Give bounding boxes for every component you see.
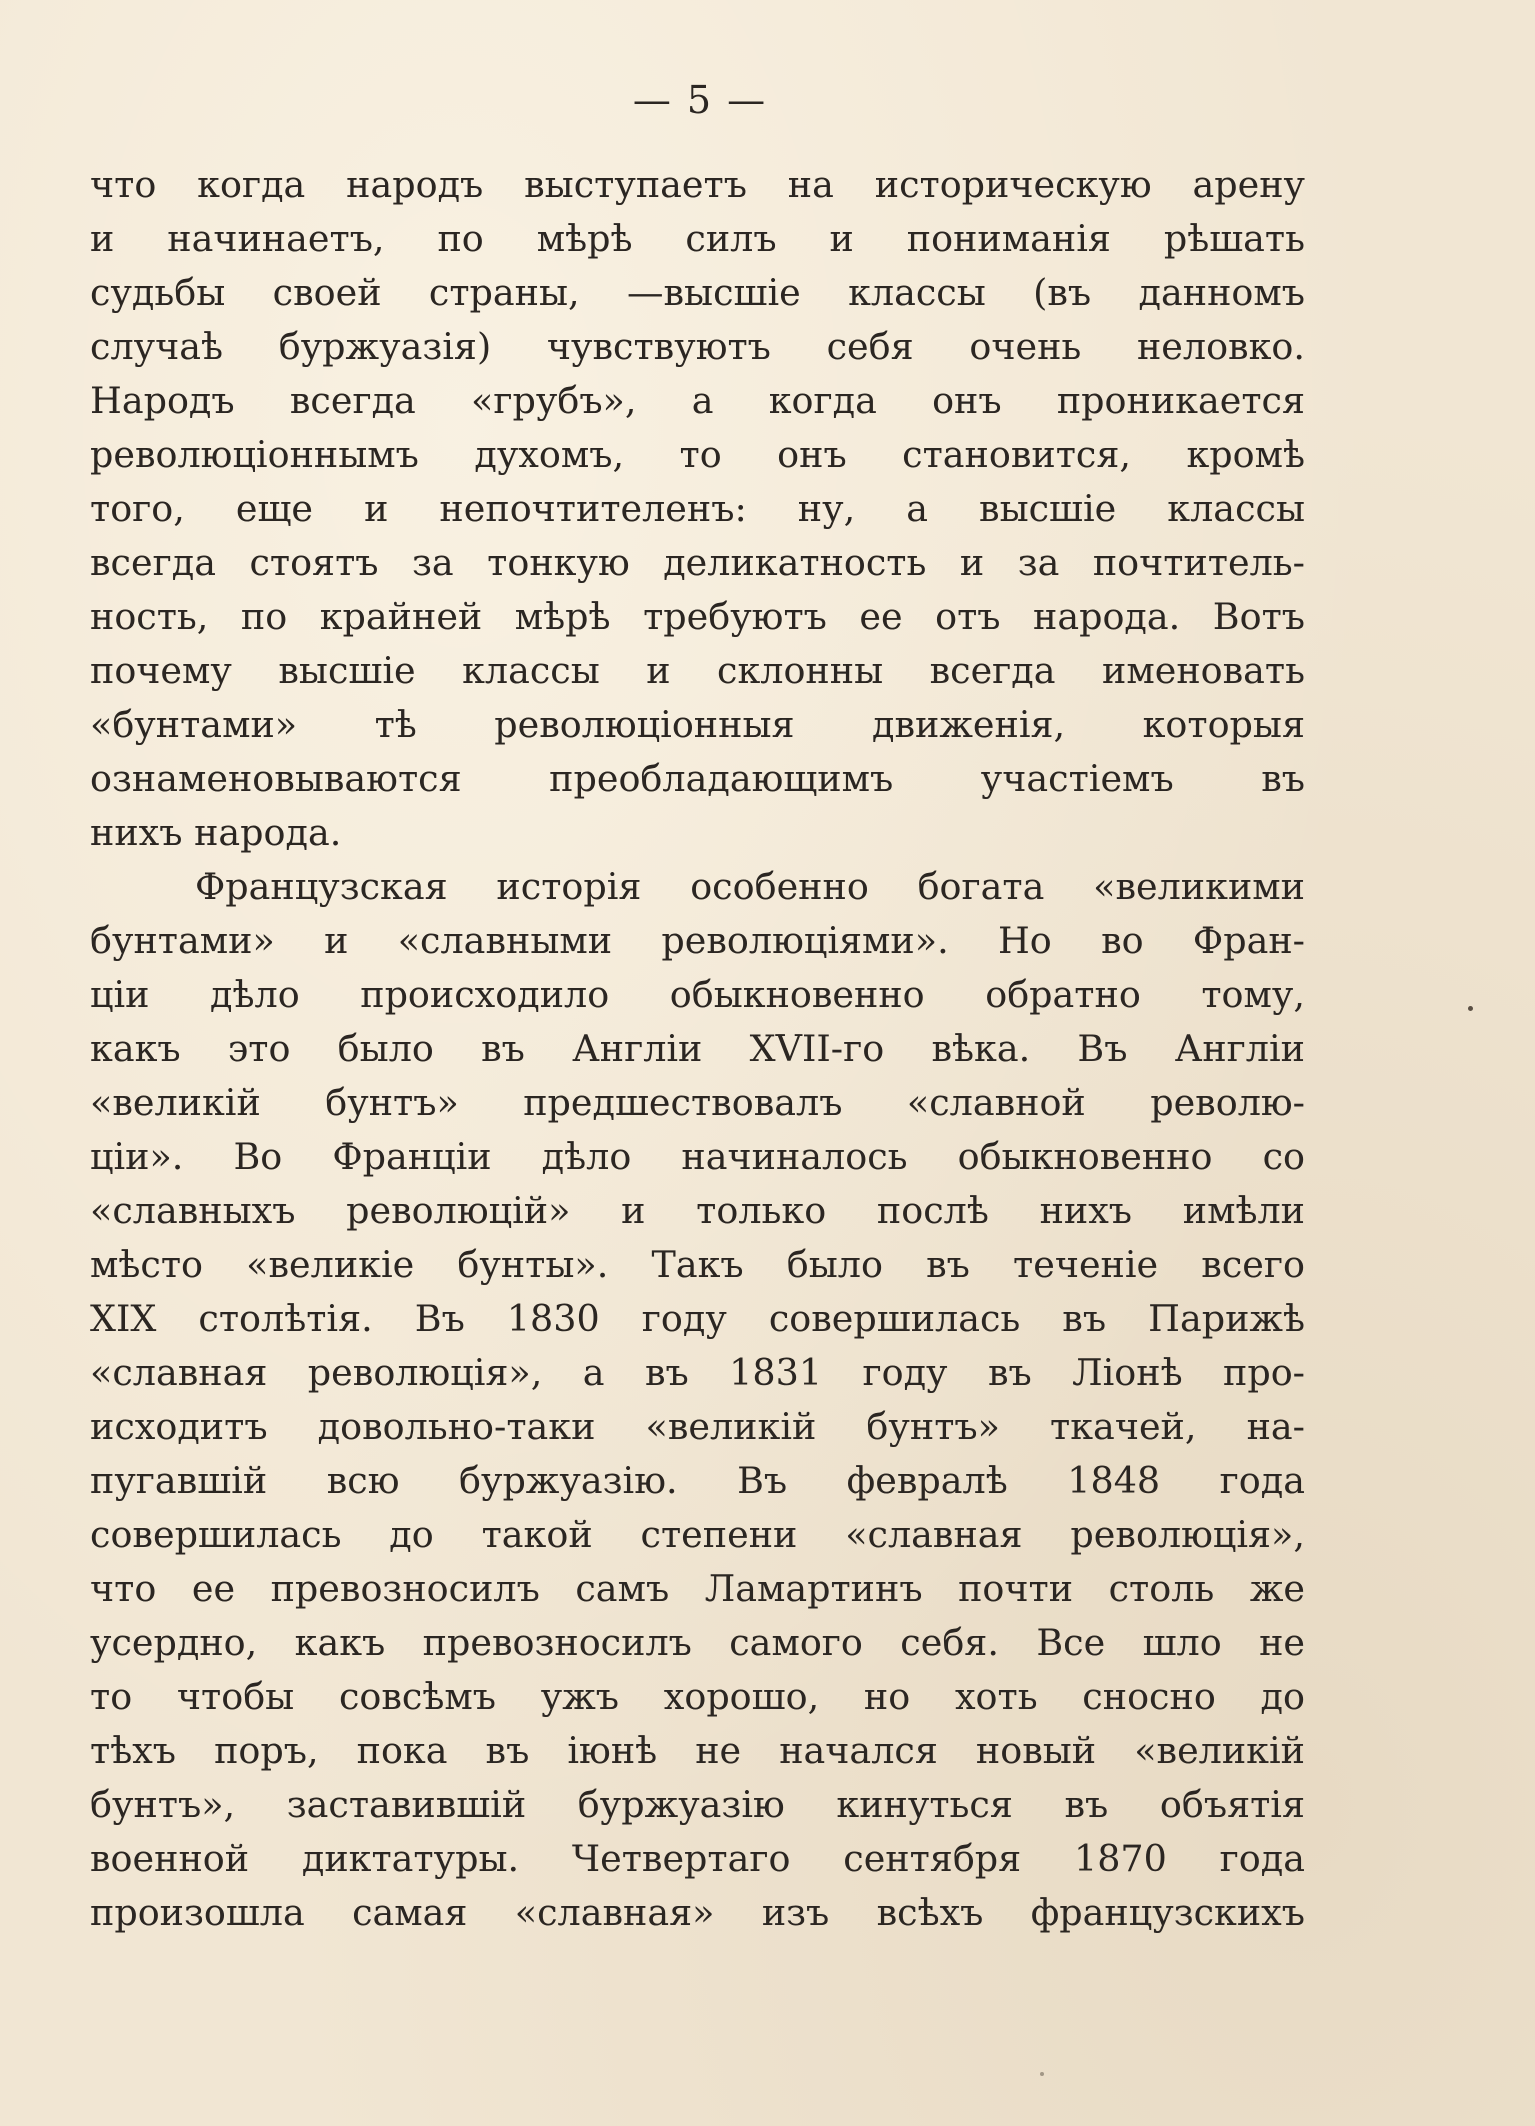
text-line: ціи». Во Франціи дѣло начиналось обыкновенно со (90, 1135, 1305, 1178)
text-line: усердно, какъ превозносилъ самого себя. Все шло не (90, 1621, 1305, 1664)
text-line: то чтобы совсѣмъ ужъ хорошо, но хоть сносно до (90, 1675, 1305, 1718)
text-line: «славныхъ революцій» и только послѣ нихъ имѣли (90, 1189, 1305, 1232)
text-line: какъ это было въ Англіи XVII-го вѣка. Въ Англіи (90, 1027, 1305, 1070)
text-line: мѣсто «великіе бунты». Такъ было въ теченіе всего (90, 1243, 1305, 1286)
text-line: что когда народъ выступаетъ на историческую арену (90, 163, 1305, 206)
text-line: военной диктатуры. Четвертаго сентября 1870 года (90, 1837, 1305, 1880)
page-number: — 5 — (632, 78, 768, 122)
text-line: почему высшіе классы и склонны всегда именовать (90, 649, 1305, 692)
text-line: нихъ народа. (90, 811, 342, 854)
text-line: революціоннымъ духомъ, то онъ становится, кромѣ (90, 433, 1305, 476)
text-line: бунтами» и «славными революціями». Но во Фран- (90, 919, 1305, 962)
text-line: судьбы своей страны, —высшіе классы (въ данномъ (90, 271, 1305, 314)
text-line: Французская исторія особенно богата «великими (195, 865, 1305, 908)
text-line: ціи дѣло происходило обыкновенно обратно тому, (90, 973, 1305, 1016)
text-line: «великій бунтъ» предшествовалъ «славной револю- (90, 1081, 1305, 1124)
text-line: «бунтами» тѣ революціонныя движенія, которыя (90, 703, 1305, 746)
ink-speck (1468, 1006, 1473, 1011)
ink-speck (1040, 2072, 1044, 2076)
text-line: случаѣ буржуазія) чувствуютъ себя очень неловко. (90, 325, 1305, 368)
text-line: ность, по крайней мѣрѣ требуютъ ее отъ народа. Вотъ (90, 595, 1305, 638)
text-line: пугавшій всю буржуазію. Въ февралѣ 1848 года (90, 1459, 1305, 1502)
text-line: тѣхъ поръ, пока въ іюнѣ не начался новый «великій (90, 1729, 1305, 1772)
text-line: ознаменовываются преобладающимъ участіемъ въ (90, 757, 1305, 800)
paragraph-1 (90, 158, 1305, 860)
text-line: совершилась до такой степени «славная революція», (90, 1513, 1305, 1556)
text-line: «славная революція», а въ 1831 году въ Ліонѣ про- (90, 1351, 1305, 1394)
text-line: бунтъ», заставившій буржуазію кинуться въ объятія (90, 1783, 1305, 1826)
text-line: XIX столѣтія. Въ 1830 году совершилась въ Парижѣ (90, 1297, 1305, 1340)
paragraph-2 (90, 860, 1305, 1940)
text-line: и начинаетъ, по мѣрѣ силъ и пониманія рѣшать (90, 217, 1305, 260)
body-text (90, 158, 1305, 1940)
text-line: что ее превозносилъ самъ Ламартинъ почти столь же (90, 1567, 1305, 1610)
text-line: того, еще и непочтителенъ: ну, а высшіе классы (90, 487, 1305, 530)
text-line: произошла самая «славная» изъ всѣхъ французскихъ (90, 1891, 1305, 1934)
text-line: Народъ всегда «грубъ», а когда онъ проникается (90, 379, 1305, 422)
text-line: исходитъ довольно-таки «великій бунтъ» ткачей, на- (90, 1405, 1305, 1448)
text-line: всегда стоятъ за тонкую деликатность и за почтитель- (90, 541, 1305, 584)
